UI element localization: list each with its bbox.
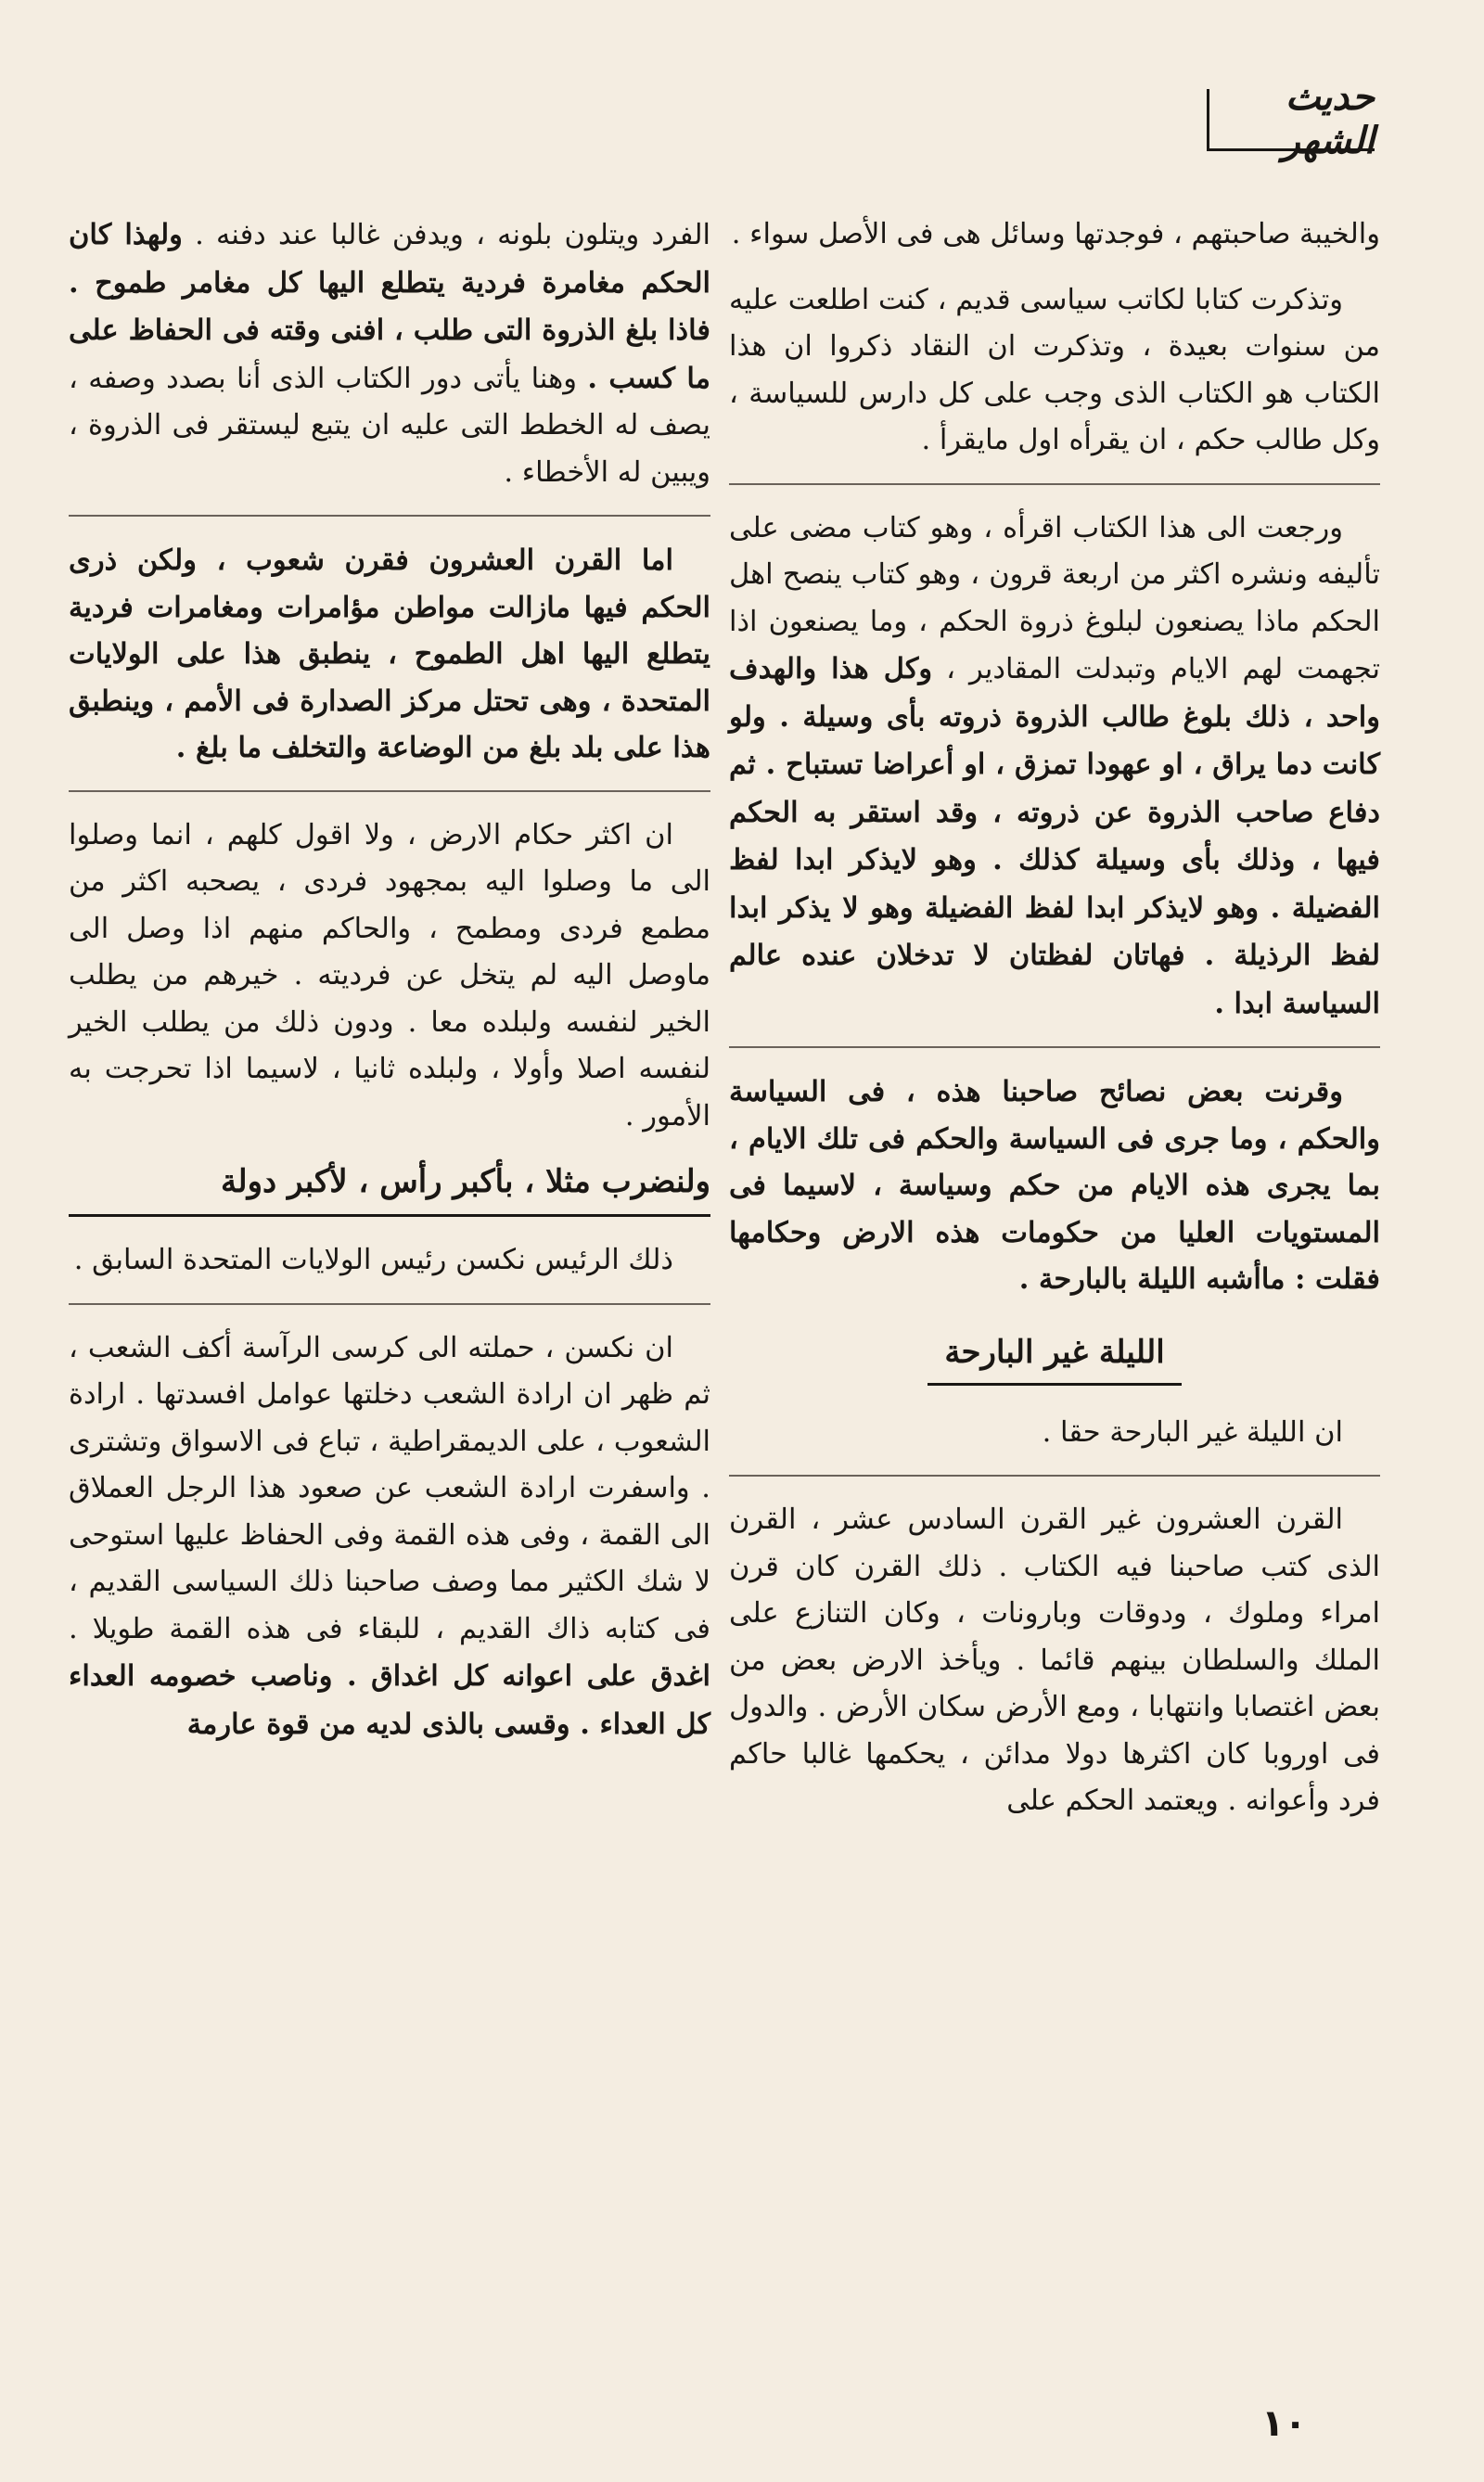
left-column <box>69 211 710 1767</box>
bold-paragraph: وقرنت بعض نصائح صاحبنا هذه ، فى السياسة والحكم ، وما جرى فى السياسة والحكم فى تلك الايام ، بما يجرى هذه الايام من حكم وسياسة ، لاسيما فى المستويات العليا من حكومات هذه الارض وحكامها فقلت : ماأشبه الليلة بالبارحة . <box>729 1075 1380 1296</box>
bold-text: وكل هذا والهدف واحد ، ذلك بلوغ طالب الذروة ذروته بأى وسيلة . ولو كانت دما يراق ، او عهودا تمزق ، او أعراضا تستباح . ثم دفاع صاحب الذروة عن ذروته ، وقد استقر به الحكم فيها ، وذلك بأى وسيلة كذلك . وهو لايذكر ابدا لفظ الفضيلة . وهو لايذكر ابدا لفظ الفضيلة وهو لا يذكر ابدا لفظ الرذيلة . فهاتان لفظتان لا تدخلان عنده عالم السياسة ابدا . <box>729 652 1380 1020</box>
paragraph <box>69 1325 710 1749</box>
paragraph-text: وهنا يأتى دور الكتاب الذى أنا بصدد وصفه ، يصف له الخطط التى عليه ان يتبع ليستقر فى الذروة ، ويبين له الأخطاء . <box>69 362 710 489</box>
page-number: ١٠ <box>1261 2402 1307 2445</box>
bold-text: ولهذا كان الحكم مغامرة فردية يتطلع اليها كل مغامر طموح . فاذا بلغ الذروة التى طلب ، افنى وقته فى الحفاظ على ما كسب . <box>69 218 710 395</box>
paragraph: ذلك الرئيس نكسن رئيس الولايات المتحدة السابق . <box>73 1244 673 1276</box>
divider <box>729 483 1380 485</box>
paragraph: وتذكرت كتابا لكاتب سياسى قديم ، كنت اطلعت عليه من سنوات بعيدة ، وتذكرت ان النقاد ذكروا ان هذا الكتاب هو الكتاب الذى وجب على كل دارس للسياسة ، وكل طالب حكم ، ان يقرأه اول مايقرأ . <box>729 283 1380 456</box>
right-column <box>729 211 1380 1844</box>
section-heading-text: الليلة غير البارحة <box>928 1329 1181 1386</box>
section-tag-label: حديث الشهر <box>1282 75 1375 162</box>
divider <box>69 1303 710 1305</box>
paragraph-text: ورجعت الى هذا الكتاب اقرأه ، وهو كتاب مضى على تأليفه ونشره اكثر من اربعة قرون ، وهو كتاب ينصح اهل الحكم ماذا يصنعون لبلوغ ذروة الحكم ، وما يصنعون اذا تجهمت لهم الايام وتبدلت المقادير ، <box>729 511 1380 685</box>
paragraph: ان الليلة غير البارحة حقا . <box>1042 1415 1343 1449</box>
paragraph <box>69 211 710 496</box>
paragraph: والخيبة صاحبتهم ، فوجدتها وسائل هى فى الأصل سواء . <box>731 218 1380 250</box>
bold-text: اغدق على اعوانه كل اغداق . وناصب خصومه العداء كل العداء . وقسى بالذى لديه من قوة عارمة <box>69 1659 710 1741</box>
paragraph-text: الفرد ويتلون بلونه ، ويدفن غالبا عند دفنه . <box>195 219 711 251</box>
paragraph: القرن العشرون غير القرن السادس عشر ، القرن الذى كتب صاحبنا فيه الكتاب . ذلك القرن كان قرن امراء وملوك ، ودوقات وبارونات ، وكان التنازع على الملك والسلطان بينهم قائما . ويأخذ الارض بعض من بعض اغتصابا وانتهابا ، ومع الأرض سكان الأرض . والدول فى اوروبا كان اكثرها دولا مدائن ، يحكمها غالبا حاكم فرد وأعوانه . ويعتمد الحكم على <box>729 1503 1380 1817</box>
divider <box>69 515 710 517</box>
divider <box>69 790 710 792</box>
paragraph: ان اكثر حكام الارض ، ولا اقول كلهم ، انما وصلوا الى ما وصلوا اليه بمجهود فردى ، يصحبه اكثر من مطمع فردى ومطمح ، والحاكم منهم اذا وصل الى ماوصل اليه لم يتخل عن فرديته . خيرهم من يطلب الخير لنفسه ولبلده معا . ودون ذلك من يطلب الخير لنفسه اصلا وأولا ، ولبلده ثانيا ، لاسيما اذا تحرجت به الأمور . <box>69 818 710 1132</box>
section-heading: ولنضرب مثلا ، بأكبر رأس ، لأكبر دولة <box>69 1158 710 1217</box>
paragraph-text: ان نكسن ، حملته الى كرسى الرآسة أكف الشعب ، ثم ظهر ان ارادة الشعب دخلتها عوامل افسدتها . ارادة الشعوب ، على الديمقراطية ، تباع فى الاسواق وتشترى . واسفرت ارادة الشعب عن صعود هذا الرجل العملاق الى القمة ، وفى هذه القمة وفى الحفاظ عليها استوحى لا شك الكثير مما وصف صاحبنا ذلك السياسى القديم ، فى كتابه ذاك القديم ، للبقاء فى هذه القمة طويلا . <box>69 1331 710 1645</box>
divider <box>729 1046 1380 1048</box>
bold-paragraph: اما القرن العشرون فقرن شعوب ، ولكن ذرى الحكم فيها مازالت مواطن مؤامرات ومغامرات فردية يتطلع اليها اهل الطموح ، ينطبق هذا على الولايات المتحدة ، وهى تحتل مركز الصدارة فى الأمم ، وينطبق هذا على بلد بلغ من الوضاعة والتخلف ما بلغ . <box>69 544 710 764</box>
section-heading <box>729 1329 1380 1386</box>
paragraph <box>729 505 1380 1029</box>
divider <box>729 1475 1380 1477</box>
section-tag <box>1207 75 1375 162</box>
